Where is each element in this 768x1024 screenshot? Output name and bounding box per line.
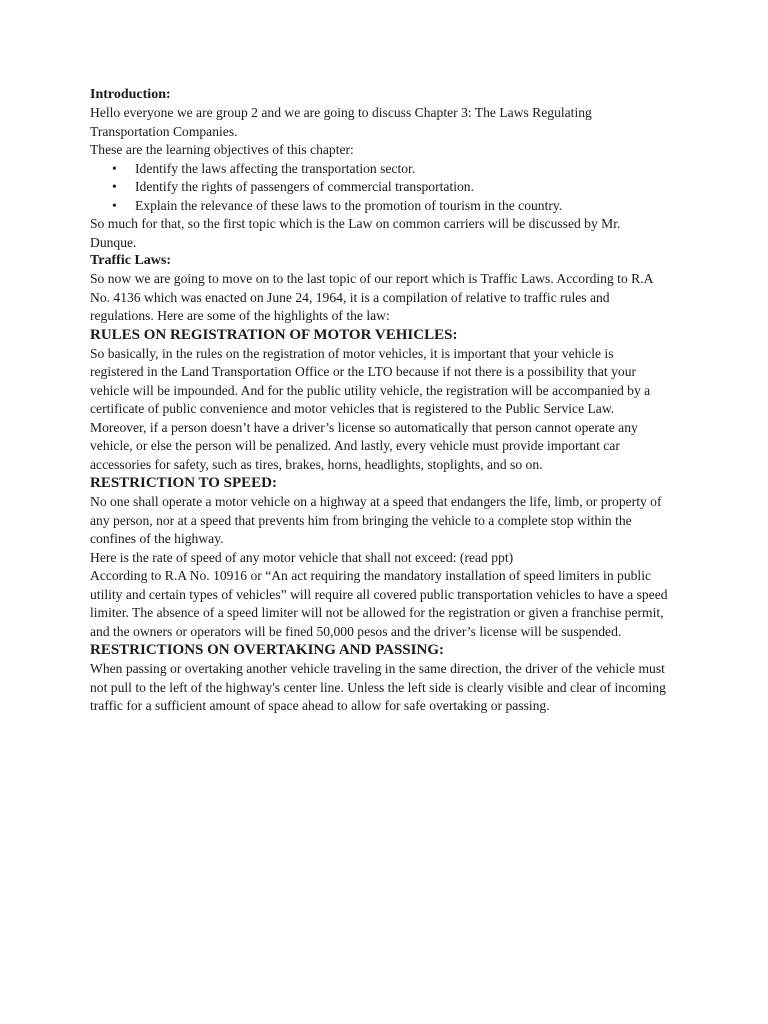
overtaking-heading: RESTRICTIONS ON OVERTAKING AND PASSING:	[90, 642, 444, 658]
objective-text: Identify the laws affecting the transportation sector.	[135, 160, 416, 176]
text-line: traffic for a sufficient amount of space ahead to allow for safe overtaking or passing.	[90, 698, 550, 713]
speed-section	[90, 474, 690, 641]
text-line: So much for that, so the first topic which is the Law on common carriers will be discussed by Mr.	[90, 216, 621, 231]
text-line: certificate of public convenience and motor vehicles that is registered to the Public Service Law.	[90, 401, 615, 416]
overtaking-section	[90, 641, 690, 716]
introduction-heading: Introduction:	[90, 87, 171, 102]
registration-paragraph	[90, 345, 690, 475]
introduction-paragraph	[90, 104, 690, 141]
text-line: Hello everyone we are group 2 and we are going to discuss Chapter 3: The Laws Regulating	[90, 105, 592, 120]
text-line: regulations. Here are some of the highlights of the law:	[90, 308, 390, 323]
speed-heading: RESTRICTION TO SPEED:	[90, 475, 278, 491]
speed-paragraph	[90, 493, 690, 549]
text-line: any person, nor at a speed that prevents him from bringing the vehicle to a complete stop within the	[90, 512, 632, 528]
traffic-laws-heading: Traffic Laws:	[90, 253, 171, 268]
list-item	[90, 160, 690, 179]
objective-text: Explain the relevance of these laws to the promotion of tourism in the country.	[135, 197, 563, 213]
registration-heading: RULES ON REGISTRATION OF MOTOR VEHICLES:	[90, 326, 458, 343]
speed-limiter-paragraph	[90, 567, 690, 641]
traffic-laws-section	[90, 252, 690, 326]
text-line: and the owners or operators will be fined 50,000 pesos and the driver’s license will be suspended.	[90, 623, 622, 639]
text-line: not pull to the left of the highway's center line. Unless the left side is clearly visible and clear of incoming	[90, 679, 666, 695]
list-item	[90, 178, 690, 197]
traffic-laws-paragraph	[90, 270, 690, 326]
text-line: vehicle, or else the person will be penalized. And lastly, every vehicle must provide important car	[90, 438, 620, 453]
text-line: No one shall operate a motor vehicle on a highway at a speed that endangers the life, limb, or property of	[90, 494, 662, 509]
bullet-icon: •	[112, 197, 117, 213]
text-line: vehicle will be impounded. And for the public utility vehicle, the registration will be accompanied by a	[90, 382, 651, 398]
text-line: utility and certain types of vehicles” will require all covered public transportation vehicles to have a speed	[90, 586, 668, 602]
registration-section	[90, 326, 690, 475]
text-line: According to R.A No. 10916 or “An act requiring the mandatory installation of speed limiters in public	[90, 568, 652, 583]
objectives-lead: These are the learning objectives of this chapter:	[90, 142, 354, 157]
text-line: Dunque.	[90, 234, 137, 250]
text-line: So basically, in the rules on the registration of motor vehicles, it is important that your vehicle is	[90, 345, 614, 361]
bullet-icon: •	[112, 160, 117, 176]
objectives-list	[90, 160, 690, 216]
text-line: Transportation Companies.	[90, 123, 238, 139]
bullet-icon: •	[112, 179, 117, 194]
text-line: No. 4136 which was enacted on June 24, 1964, it is a compilation of relative to traffic rules and	[90, 289, 610, 305]
text-line: confines of the highway.	[90, 531, 224, 546]
transition-paragraph	[90, 215, 690, 252]
text-line: When passing or overtaking another vehicle traveling in the same direction, the driver of the vehicle must	[90, 661, 665, 676]
speed-rate-paragraph: Here is the rate of speed of any motor vehicle that shall not exceed: (read ppt)	[90, 549, 514, 565]
text-line: limiter. The absence of a speed limiter will not be allowed for the registration or given a franchise permit,	[90, 605, 664, 620]
document-page	[90, 86, 690, 716]
overtaking-paragraph	[90, 660, 690, 716]
text-line: So now we are going to move on to the last topic of our report which is Traffic Laws. According to R.A	[90, 271, 654, 286]
text-line: Moreover, if a person doesn’t have a driver’s license so automatically that person cannot operate any	[90, 419, 638, 435]
introduction-section	[90, 86, 690, 252]
objective-text: Identify the rights of passengers of commercial transportation.	[135, 179, 474, 194]
list-item	[90, 197, 690, 216]
text-line: registered in the Land Transportation Office or the LTO because if not there is a possibility that your	[90, 364, 637, 379]
text-line: accessories for safety, such as tires, brakes, horns, headlights, stoplights, and so on.	[90, 456, 543, 472]
